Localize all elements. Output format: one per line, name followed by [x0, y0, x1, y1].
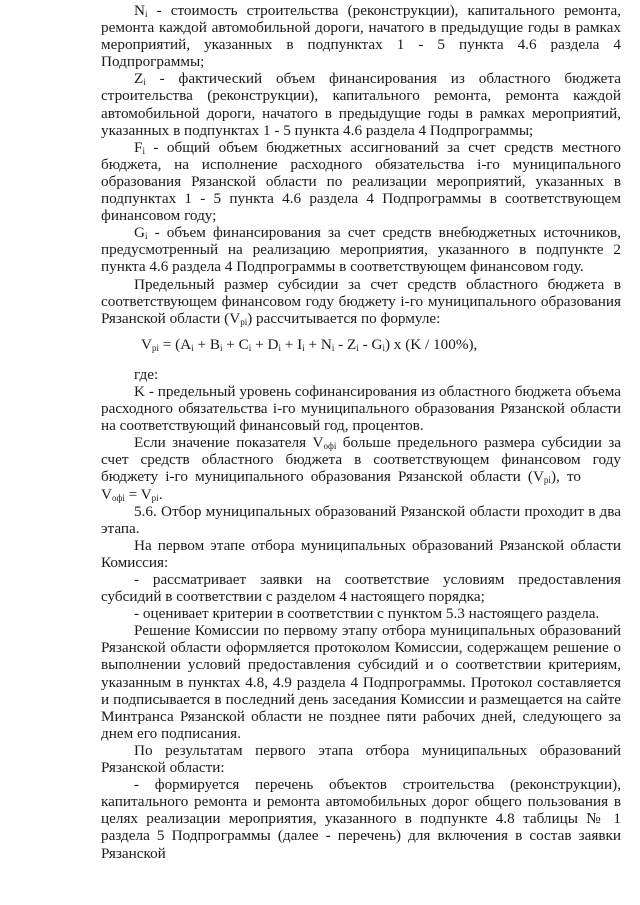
text-run: больше предельного размера субсидии за счет средств областного бюджета в соответствующем финансовом году бюджету i-го муниципального образования Рязанской области (V — [101, 434, 621, 486]
subscript: i — [142, 145, 145, 156]
text-run: K - предельный уровень софинансирования из областного бюджета объема расходного обязательства i-го муниципального образования Рязанской области на соответствующий финансовый год, процентов. — [101, 382, 621, 435]
text-paragraph — [101, 605, 621, 622]
text-run: ) рассчитывается по формуле: — [247, 309, 441, 327]
text-run: - G — [358, 335, 383, 353]
text-paragraph — [101, 366, 621, 383]
subscript: pi — [151, 342, 159, 353]
text-paragraph — [101, 622, 621, 742]
subscript: i — [144, 231, 148, 242]
text-run: - общий объем бюджетных ассигнований за счет средств местного бюджета, на исполнение расходного обязательства i-го муниципального образования Рязанской области по реализации мероприятий, указанных в подпунктах 1 - 5 пункта 4.6 раздела 4 Подпрограммы в соответствующем финансовом году; — [101, 138, 621, 225]
text-paragraph — [101, 70, 621, 138]
text-run: - объем финансирования за счет средств внебюджетных источников, предусмотренный на реализацию мероприятия, указанного в подпункте 2 пункта 4.6 раздела 4 Подпрограммы в соответствующем финансовом году. — [101, 224, 621, 276]
document-page — [101, 2, 621, 862]
text-run: + N — [304, 335, 332, 353]
subscript: i — [302, 342, 305, 353]
text-run: На первом этапе отбора муниципальных образований Рязанской области Комиссия: — [101, 536, 621, 571]
text-paragraph — [101, 383, 621, 434]
text-run: - фактический объем финансирования из областного бюджета строительства (реконструкции), капитального ремонта, ремонта каждой автомобильной дороги, начатого в предыдущие годы в рамках мероприятий, указанных в подпунктах 1 - 5 пункта 4.6 раздела 4 Подпрограммы; — [101, 70, 621, 139]
text-run: V — [101, 485, 112, 503]
text-run: + C — [222, 335, 249, 353]
subscript: i — [219, 342, 223, 353]
subscript: i — [356, 342, 359, 353]
text-run: По результатам первого этапа отбора муниципальных образований Рязанской области: — [101, 741, 621, 777]
text-run: ), то — [550, 468, 581, 486]
subscript: i — [382, 342, 385, 353]
subscript: i — [191, 342, 194, 353]
subscript: pi — [151, 492, 159, 503]
text-run: Предельный размер субсидии за счет средств областного бюджета в соответствующем финансовом году бюджету i-го муниципального образования Рязанской области (V — [101, 275, 621, 327]
formula-paragraph — [101, 336, 621, 353]
subscript: офi — [323, 441, 337, 452]
text-paragraph — [101, 571, 621, 605]
subscript: офi — [111, 492, 125, 503]
subscript: i — [278, 342, 281, 353]
text-paragraph — [101, 776, 621, 861]
subscript: i — [248, 342, 252, 353]
text-run: ) x (K / 100%), — [384, 335, 478, 353]
text-run: V — [141, 335, 152, 353]
text-paragraph — [101, 139, 621, 224]
text-run: - Z — [334, 335, 357, 353]
text-paragraph — [101, 742, 621, 776]
text-run: - формируется перечень объектов строительства (реконструкции), капитального ремонта и ремонта автомобильных дорог общего пользования в целях реализации мероприятия, указанного в подпункте 4.8 таблицы № 1 раздела 5 Подпрограммы (далее - перечень) для включения в состав заявки Рязанской — [101, 776, 621, 862]
subscript: pi — [240, 316, 248, 327]
text-run: Решение Комиссии по первому этапу отбора муниципальных образований Рязанской области оформляется протоколом Комиссии, содержащем решение о выполнении условий предоставления субсидий и о соответствии критериям, указанным в пунктах 4.8, 4.9 раздела 4 Подпрограммы. Протокол составляется и подписывается в последний день заседания Комиссии и размещается на сайте Минтранса Рязанской области не позднее пяти рабочих дней, следующего за днем его подписания. — [101, 622, 621, 742]
text-run: + B — [193, 335, 220, 353]
text-run: - оценивает критерии в соответствии с пунктом 5.3 настоящего раздела. — [134, 605, 600, 623]
subscript: pi — [543, 475, 551, 486]
text-run: + D — [251, 335, 279, 353]
text-paragraph — [101, 434, 621, 502]
text-run: где: — [134, 365, 159, 383]
text-run: + I — [280, 335, 303, 353]
subscript: i — [143, 77, 146, 88]
text-run: Z — [134, 70, 144, 88]
text-run: F — [134, 138, 143, 156]
text-run: G — [134, 224, 145, 242]
text-paragraph — [101, 503, 621, 537]
text-paragraph — [101, 537, 621, 571]
subscript: i — [331, 342, 335, 353]
text-run: = (A — [158, 335, 192, 353]
subscript: i — [144, 9, 148, 19]
text-run: Если значение показателя V — [134, 434, 324, 452]
text-run: 5.6. Отбор муниципальных образований Рязанской области проходит в два этапа. — [101, 502, 621, 537]
text-run: - рассматривает заявки на соответствие условиям предоставления субсидий в соответствии с разделом 4 настоящего порядка; — [101, 571, 621, 606]
text-run: = V — [124, 485, 152, 503]
text-run: N — [134, 2, 145, 19]
text-paragraph — [101, 224, 621, 275]
text-run: - стоимость строительства (реконструкции), капитального ремонта, ремонта каждой автомобильной дороги, начатого в предыдущие годы в рамках мероприятий, указанных в подпунктах 1 - 5 пункта 4.6 раздела 4 Подпрограммы; — [101, 2, 621, 71]
text-paragraph — [101, 276, 621, 327]
text-paragraph — [101, 2, 621, 70]
text-run: . — [158, 485, 163, 503]
